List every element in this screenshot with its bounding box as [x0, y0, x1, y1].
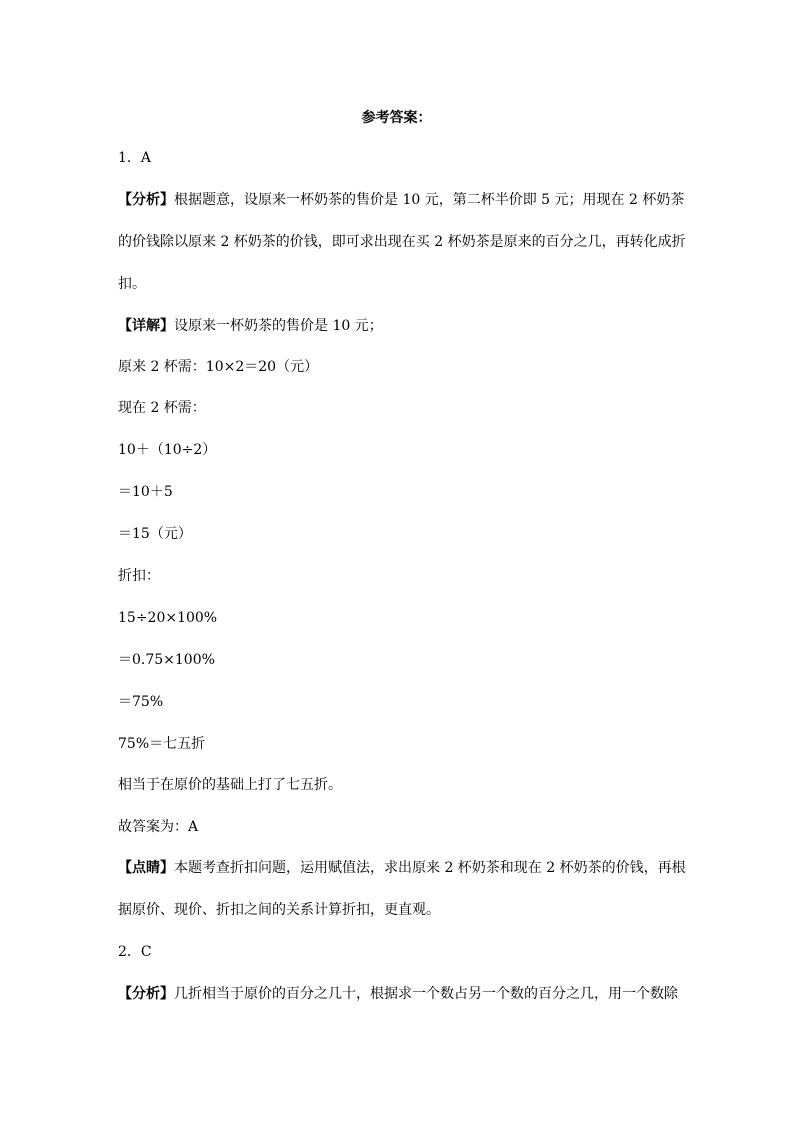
text-line: 据原价、现价、折扣之间的关系计算折扣，更直观。 — [118, 902, 440, 918]
formula-line: ＝75% — [118, 694, 164, 710]
formula-line: 15÷20×100% — [118, 610, 218, 626]
comment-tag: 【点睛】 — [118, 860, 174, 876]
formula-line: 75%＝七五折 — [118, 736, 206, 752]
page-title: 参考答案： — [361, 110, 432, 126]
formula-line: ＝15（元） — [118, 526, 192, 542]
text-line: 相当于在原价的基础上打了七五折。 — [118, 777, 342, 793]
answer-number: 2．C — [118, 944, 152, 960]
analysis-line: 【分析】根据题意，设原来一杯奶茶的售价是 10 元，第二杯半价即 5 元；用现在 2 杯奶茶 — [118, 192, 685, 208]
text-line: 现在 2 杯需： — [118, 400, 206, 416]
answer-number: 1．A — [118, 150, 152, 166]
formula-line: ＝0.75×100% — [118, 652, 215, 668]
text-line: 故答案为：A — [118, 819, 199, 835]
text-line: 原来 2 杯需：10×2＝20（元） — [118, 359, 319, 375]
text-line: 的价钱除以原来 2 杯奶茶的价钱，即可求出现在买 2 杯奶茶是原来的百分之几，再转化成折 — [118, 234, 686, 250]
detail-tag: 【详解】 — [118, 318, 174, 334]
detail-line: 【详解】设原来一杯奶茶的售价是 10 元； — [118, 318, 383, 334]
text-line: 折扣： — [118, 568, 160, 584]
comment-line: 【点睛】本题考查折扣问题，运用赋值法，求出原来 2 杯奶茶和现在 2 杯奶茶的价钱，再根 — [118, 860, 686, 876]
analysis-line: 【分析】几折相当于原价的百分之几十，根据求一个数占另一个数的百分之几，用一个数除 — [118, 986, 678, 1002]
text-line: 扣。 — [118, 276, 146, 292]
formula-line: ＝10＋5 — [118, 484, 173, 500]
analysis-tag: 【分析】 — [118, 986, 174, 1002]
analysis-tag: 【分析】 — [118, 192, 174, 208]
formula-line: 10＋（10÷2） — [118, 442, 217, 458]
